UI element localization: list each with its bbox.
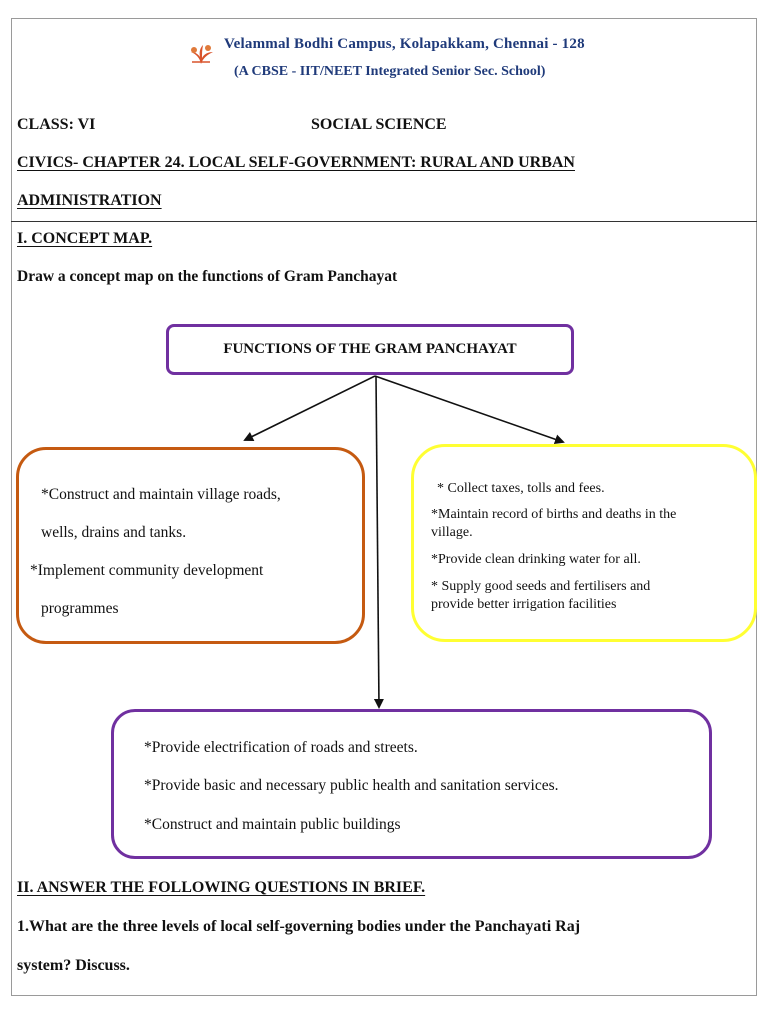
school-subtitle: (A CBSE - IIT/NEET Integrated Senior Sec. School)	[234, 64, 546, 79]
bottom-box-line: *Provide electrification of roads and streets.	[144, 739, 418, 756]
divider-line	[11, 221, 757, 222]
left-box-line: *Construct and maintain village roads,	[41, 486, 281, 503]
bottom-box-line: *Construct and maintain public buildings	[144, 816, 401, 833]
right-box-line: * Collect taxes, tolls and fees.	[437, 481, 605, 496]
right-box-line: * Supply good seeds and fertilisers and	[431, 579, 651, 594]
subject-label: SOCIAL SCIENCE	[311, 116, 447, 133]
left-box-line: *Implement community development	[30, 562, 264, 579]
question-1-line2: system? Discuss.	[17, 957, 130, 974]
right-box-line: village.	[431, 525, 473, 540]
right-box-line: *Maintain record of births and deaths in the	[431, 507, 677, 522]
functions-box-right	[411, 444, 757, 642]
right-box-line: provide better irrigation facilities	[431, 597, 617, 612]
right-box-line: *Provide clean drinking water for all.	[431, 552, 641, 567]
functions-box-left	[16, 447, 365, 644]
section2-heading: II. ANSWER THE FOLLOWING QUESTIONS IN BRIEF.	[17, 879, 426, 896]
school-logo-icon	[186, 42, 216, 66]
school-name: Velammal Bodhi Campus, Kolapakkam, Chennai - 128	[224, 36, 585, 52]
bottom-box-line: *Provide basic and necessary public health and sanitation services.	[144, 777, 559, 794]
section1-heading: I. CONCEPT MAP.	[17, 230, 153, 247]
chapter-title-line2: ADMINISTRATION	[17, 192, 162, 209]
chapter-title-line1: CIVICS- CHAPTER 24. LOCAL SELF-GOVERNMENT: RURAL AND URBAN	[17, 154, 575, 171]
class-label: CLASS: VI	[17, 116, 96, 133]
functions-box-bottom	[111, 709, 712, 859]
question-1-line1: 1.What are the three levels of local self-governing bodies under the Panchayati Raj	[17, 918, 581, 935]
left-box-line: programmes	[41, 600, 119, 617]
concept-map-title-box	[166, 324, 574, 375]
left-box-line: wells, drains and tanks.	[41, 524, 187, 541]
section1-instruction: Draw a concept map on the functions of Gram Panchayat	[17, 268, 398, 285]
concept-map-title: FUNCTIONS OF THE GRAM PANCHAYAT	[223, 341, 517, 357]
